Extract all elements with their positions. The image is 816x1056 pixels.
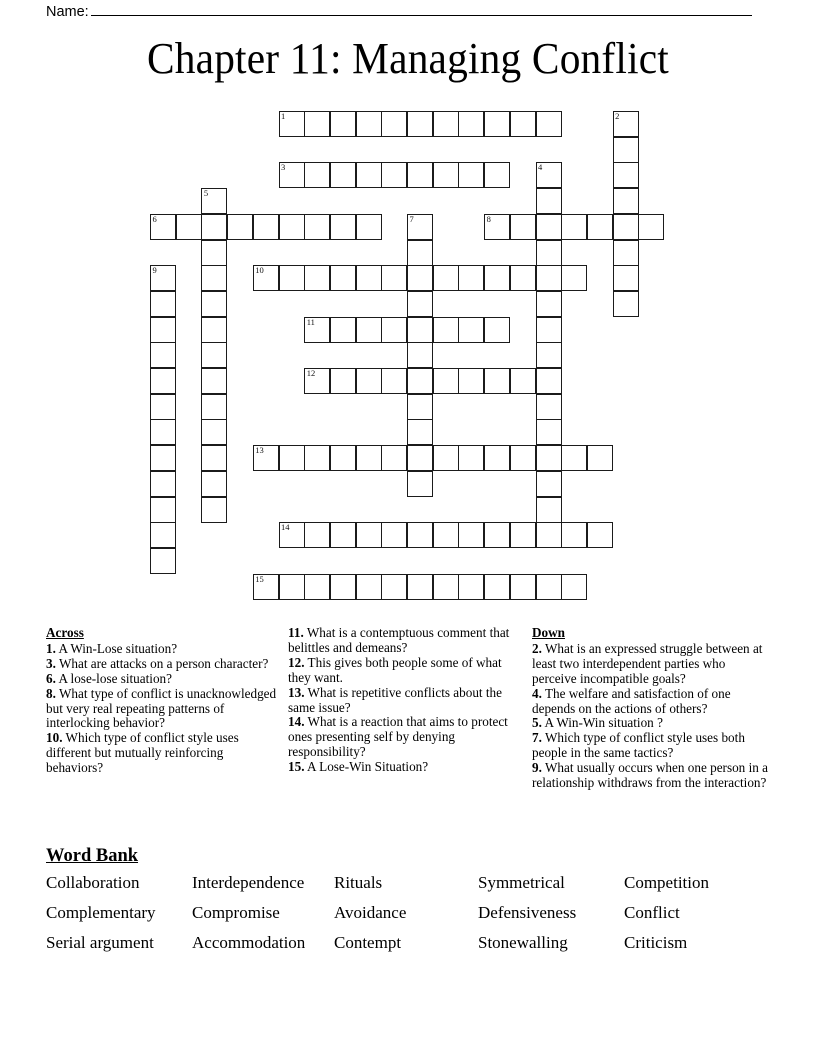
crossword-cell[interactable] — [201, 317, 227, 343]
crossword-cell[interactable] — [536, 394, 562, 420]
crossword-cell[interactable] — [407, 265, 433, 291]
crossword-cell[interactable] — [150, 471, 176, 497]
crossword-cell[interactable] — [330, 522, 356, 548]
clue-text: What type of conflict is unacknowledged but very real repeating patterns of interlocking behavior? — [46, 685, 277, 731]
crossword-cell[interactable] — [304, 265, 330, 291]
clue-list-across-2 — [288, 626, 520, 775]
crossword-cell[interactable] — [227, 214, 253, 240]
crossword-cell[interactable] — [510, 214, 536, 240]
crossword-cell[interactable] — [458, 522, 484, 548]
word-bank-word: Defensiveness — [478, 903, 577, 922]
crossword-cell[interactable] — [381, 522, 407, 548]
crossword-cell-number: 11 — [306, 316, 315, 327]
crossword-cell[interactable] — [356, 368, 382, 394]
clue-number: 1. — [46, 640, 56, 656]
word-bank-grid — [46, 873, 770, 953]
clue-number: 13. — [288, 684, 305, 700]
crossword-cell[interactable] — [536, 574, 562, 600]
crossword-cell[interactable] — [304, 574, 330, 600]
crossword-cell[interactable] — [407, 162, 433, 188]
clue-number: 6. — [46, 670, 56, 686]
crossword-cell[interactable] — [484, 574, 510, 600]
crossword-cell[interactable] — [510, 522, 536, 548]
crossword-cell[interactable] — [356, 317, 382, 343]
clue-number: 4. — [532, 685, 542, 701]
crossword-cell-number: 7 — [409, 213, 414, 224]
clue-text: Which type of conflict style uses both people in the same tactics? — [532, 730, 745, 761]
crossword-cell[interactable] — [356, 574, 382, 600]
crossword-cell[interactable] — [458, 317, 484, 343]
clue-list-down — [532, 642, 768, 791]
crossword-cell[interactable] — [484, 214, 510, 240]
crossword-cell[interactable] — [484, 522, 510, 548]
crossword-cell[interactable] — [536, 419, 562, 445]
crossword-cell[interactable] — [330, 162, 356, 188]
clue-text: This gives both people some of what they want. — [288, 654, 502, 685]
word-bank-heading: Word Bank — [46, 846, 139, 866]
clue-item — [288, 686, 520, 716]
clue-text: Which type of conflict style uses different but mutually reinforcing behaviors? — [46, 730, 239, 776]
crossword-cell[interactable] — [587, 214, 613, 240]
crossword-cell[interactable] — [484, 317, 510, 343]
crossword-cell[interactable] — [433, 522, 459, 548]
crossword-cell[interactable] — [433, 368, 459, 394]
crossword-cell[interactable] — [536, 342, 562, 368]
crossword-cell[interactable] — [201, 445, 227, 471]
crossword-cell[interactable] — [433, 162, 459, 188]
crossword-cell-number: 1 — [281, 111, 286, 121]
crossword-cell[interactable] — [458, 111, 484, 137]
clue-text: What is an expressed struggle between at least two interdependent parties who perceive incompatible goals? — [532, 640, 763, 686]
crossword-cell[interactable] — [279, 214, 305, 240]
crossword-cell[interactable] — [201, 368, 227, 394]
crossword-cell[interactable] — [484, 445, 510, 471]
crossword-cell[interactable] — [253, 265, 279, 291]
clue-text: What usually occurs when one person in a relationship withdraws from the interaction? — [532, 760, 768, 791]
word-bank-word: Accommodation — [192, 933, 306, 952]
word-bank-word: Stonewalling — [478, 933, 568, 952]
crossword-cell[interactable] — [150, 342, 176, 368]
word-bank-word: Interdependence — [192, 873, 305, 892]
crossword-cell[interactable] — [561, 574, 587, 600]
crossword-cell[interactable] — [536, 497, 562, 523]
clue-text: A Lose-Win Situation? — [304, 759, 429, 775]
word-bank-word: Competition — [624, 873, 709, 892]
clue-item — [532, 716, 768, 731]
clue-text: A lose-lose situation? — [55, 670, 173, 686]
crossword-cell[interactable] — [356, 265, 382, 291]
crossword-cell[interactable] — [356, 214, 382, 240]
crossword-cell[interactable] — [150, 522, 176, 548]
crossword-cell[interactable] — [484, 111, 510, 137]
page-title: Chapter 11: Managing Conflict — [147, 34, 669, 83]
crossword-cell[interactable] — [279, 574, 305, 600]
crossword-cell[interactable] — [484, 368, 510, 394]
crossword-cell[interactable] — [304, 214, 330, 240]
crossword-cell[interactable] — [613, 188, 639, 214]
clue-item — [46, 672, 280, 687]
crossword-cell[interactable] — [381, 317, 407, 343]
crossword-cell[interactable] — [587, 522, 613, 548]
crossword-cell[interactable] — [304, 317, 330, 343]
crossword-cell[interactable] — [613, 214, 639, 240]
crossword-cell[interactable] — [304, 522, 330, 548]
crossword-cell[interactable] — [536, 471, 562, 497]
clue-number: 15. — [288, 759, 305, 775]
clue-item — [532, 731, 768, 761]
crossword-cell[interactable] — [330, 368, 356, 394]
crossword-cell-number: 2 — [615, 111, 620, 121]
clue-list-across-1 — [46, 642, 280, 776]
crossword-cell[interactable] — [561, 522, 587, 548]
crossword-cell[interactable] — [613, 137, 639, 163]
crossword-cell[interactable] — [279, 445, 305, 471]
crossword-cell-number: 15 — [255, 573, 264, 584]
crossword-cell[interactable] — [201, 419, 227, 445]
crossword-cell[interactable] — [356, 522, 382, 548]
crossword-cell[interactable] — [484, 162, 510, 188]
crossword-cell[interactable] — [536, 162, 562, 188]
crossword-cell[interactable] — [356, 445, 382, 471]
crossword-cell[interactable] — [150, 394, 176, 420]
crossword-cell[interactable] — [561, 265, 587, 291]
clue-text: A Win-Win situation ? — [541, 715, 663, 731]
crossword-cell[interactable] — [253, 214, 279, 240]
crossword-cell[interactable] — [407, 471, 433, 497]
crossword-cell-number: 10 — [255, 265, 264, 276]
crossword-cell[interactable] — [433, 574, 459, 600]
word-bank-word: Criticism — [624, 933, 688, 952]
crossword-cell-number: 9 — [152, 265, 157, 276]
clues-down-heading: Down — [532, 625, 565, 640]
crossword-cell[interactable] — [407, 574, 433, 600]
crossword-cell[interactable] — [536, 188, 562, 214]
crossword-cell[interactable] — [587, 445, 613, 471]
clue-text: The welfare and satisfaction of one depends on the actions of others? — [532, 685, 731, 716]
clue-item — [288, 656, 520, 686]
crossword-cell[interactable] — [561, 214, 587, 240]
crossword-cell[interactable] — [356, 162, 382, 188]
crossword-cell[interactable] — [613, 291, 639, 317]
crossword-cell[interactable] — [150, 548, 176, 574]
crossword-cell[interactable] — [330, 445, 356, 471]
clue-number: 7. — [532, 730, 542, 746]
word-bank-word: Conflict — [624, 903, 680, 922]
crossword-cell-number: 8 — [486, 213, 491, 224]
clue-number: 2. — [532, 640, 542, 656]
crossword-cell[interactable] — [201, 214, 227, 240]
crossword-cell[interactable] — [330, 214, 356, 240]
crossword-cell[interactable] — [458, 574, 484, 600]
word-bank-word: Symmetrical — [478, 873, 565, 892]
clues-across-column-1 — [46, 626, 280, 776]
crossword-cell[interactable] — [536, 368, 562, 394]
crossword-cell[interactable] — [510, 574, 536, 600]
crossword-cell[interactable] — [201, 265, 227, 291]
crossword-cell[interactable] — [201, 394, 227, 420]
crossword-cell[interactable] — [201, 342, 227, 368]
clue-text: What is a reaction that aims to protect ones presenting self by denying responsibility? — [288, 714, 508, 760]
clue-number: 3. — [46, 655, 56, 671]
clue-item — [46, 731, 280, 776]
clue-text: What is repetitive conflicts about the same issue? — [288, 684, 502, 715]
crossword-cell[interactable] — [613, 162, 639, 188]
clues-across-heading: Across — [46, 625, 84, 640]
crossword-cell[interactable] — [150, 445, 176, 471]
crossword-cell-number: 14 — [281, 522, 290, 533]
crossword-cell[interactable] — [407, 214, 433, 240]
crossword-cell[interactable] — [458, 368, 484, 394]
crossword-cell[interactable] — [536, 291, 562, 317]
crossword-cell[interactable] — [381, 574, 407, 600]
crossword-cell[interactable] — [201, 240, 227, 266]
crossword-cell[interactable] — [407, 111, 433, 137]
crossword-cell-number: 4 — [538, 162, 543, 173]
crossword-cell-number: 5 — [203, 188, 209, 199]
crossword-cell[interactable] — [510, 445, 536, 471]
word-bank — [46, 846, 770, 953]
crossword-cell[interactable] — [407, 317, 433, 343]
clue-text: What is a contemptuous comment that belittles and demeans? — [288, 625, 510, 655]
clue-number: 10. — [46, 730, 63, 746]
crossword-cell-number: 13 — [255, 445, 264, 456]
crossword-cell[interactable] — [381, 111, 407, 137]
crossword-cell[interactable] — [279, 111, 305, 137]
crossword-cell[interactable] — [201, 471, 227, 497]
crossword-cell[interactable] — [407, 445, 433, 471]
crossword-cell[interactable] — [433, 317, 459, 343]
clues-across-column-2 — [288, 626, 520, 775]
crossword-cell[interactable] — [407, 342, 433, 368]
crossword-cell-number: 6 — [152, 213, 157, 224]
crossword-cell[interactable] — [279, 162, 305, 188]
clue-item — [46, 657, 280, 672]
crossword-cell[interactable] — [330, 265, 356, 291]
clue-item — [532, 761, 768, 791]
clue-number: 12. — [288, 654, 305, 670]
clue-text: What are attacks on a person character? — [55, 655, 269, 671]
crossword-cell[interactable] — [536, 522, 562, 548]
crossword-cell[interactable] — [330, 317, 356, 343]
crossword-cell[interactable] — [407, 522, 433, 548]
crossword-cell[interactable] — [458, 162, 484, 188]
crossword-cell[interactable] — [433, 265, 459, 291]
name-label: Name: — [46, 4, 89, 20]
clue-number: 8. — [46, 685, 56, 701]
word-bank-word: Serial argument — [46, 933, 154, 952]
crossword-cell[interactable] — [613, 265, 639, 291]
crossword-cell[interactable] — [150, 497, 176, 523]
crossword-cell[interactable] — [381, 265, 407, 291]
crossword-cell-number: 12 — [306, 368, 316, 378]
word-bank-word: Compromise — [192, 903, 280, 922]
word-bank-word: Avoidance — [334, 903, 407, 922]
clue-item — [46, 687, 280, 732]
crossword-cell[interactable] — [330, 111, 356, 137]
crossword-cell[interactable] — [433, 111, 459, 137]
crossword-cell[interactable] — [253, 445, 279, 471]
crossword-cell[interactable] — [458, 445, 484, 471]
crossword-cell[interactable] — [279, 522, 305, 548]
clue-number: 9. — [532, 760, 542, 776]
crossword-cell[interactable] — [150, 214, 176, 240]
clue-text: A Win-Lose situation? — [55, 640, 178, 656]
clue-item — [288, 626, 520, 656]
crossword-cell[interactable] — [536, 445, 562, 471]
crossword-cell[interactable] — [407, 240, 433, 266]
crossword-cell[interactable] — [381, 445, 407, 471]
clue-item — [288, 760, 520, 775]
crossword-cell[interactable] — [561, 445, 587, 471]
crossword-cell[interactable] — [458, 265, 484, 291]
crossword-cell[interactable] — [510, 265, 536, 291]
crossword-cell[interactable] — [510, 368, 536, 394]
word-bank-word: Complementary — [46, 903, 156, 922]
crossword-cell[interactable] — [150, 419, 176, 445]
crossword-cell[interactable] — [150, 265, 176, 291]
crossword-cell[interactable] — [304, 162, 330, 188]
clue-number: 14. — [288, 714, 305, 730]
crossword-cell[interactable] — [407, 368, 433, 394]
crossword-cell[interactable] — [536, 111, 562, 137]
crossword-cell[interactable] — [613, 240, 639, 266]
crossword-cell[interactable] — [150, 317, 176, 343]
crossword-cell[interactable] — [407, 291, 433, 317]
crossword-cell[interactable] — [484, 265, 510, 291]
clues-down-column — [532, 626, 768, 791]
clue-item — [46, 642, 280, 657]
crossword-cell[interactable] — [356, 111, 382, 137]
crossword-cell[interactable] — [176, 214, 202, 240]
crossword-cell[interactable] — [253, 574, 279, 600]
crossword-cell[interactable] — [536, 265, 562, 291]
crossword-cell[interactable] — [201, 497, 227, 523]
clue-item — [532, 687, 768, 717]
clue-number: 5. — [532, 715, 542, 731]
crossword-cell[interactable] — [381, 368, 407, 394]
crossword-cell[interactable] — [201, 188, 227, 214]
crossword-cell[interactable] — [536, 214, 562, 240]
crossword-cell[interactable] — [201, 291, 227, 317]
crossword-cell[interactable] — [613, 111, 639, 137]
crossword-cell[interactable] — [330, 574, 356, 600]
crossword-cell[interactable] — [510, 111, 536, 137]
crossword-cell[interactable] — [279, 265, 305, 291]
word-bank-word: Rituals — [334, 873, 383, 892]
clue-item — [532, 642, 768, 687]
crossword-cell[interactable] — [536, 240, 562, 266]
crossword-cell[interactable] — [407, 419, 433, 445]
crossword-cell[interactable] — [150, 291, 176, 317]
crossword-cell[interactable] — [381, 162, 407, 188]
crossword-cell[interactable] — [304, 368, 330, 394]
crossword-cell[interactable] — [638, 214, 664, 240]
clue-number: 11. — [288, 625, 304, 640]
word-bank-word: Contempt — [334, 933, 402, 952]
crossword-cell[interactable] — [433, 445, 459, 471]
crossword-cell[interactable] — [407, 394, 433, 420]
crossword-cell[interactable] — [536, 317, 562, 343]
word-bank-word: Collaboration — [46, 873, 140, 892]
crossword-cell[interactable] — [304, 445, 330, 471]
crossword-cell[interactable] — [304, 111, 330, 137]
crossword-cell[interactable] — [150, 368, 176, 394]
clue-item — [288, 715, 520, 760]
crossword-cell-number: 3 — [281, 162, 286, 173]
